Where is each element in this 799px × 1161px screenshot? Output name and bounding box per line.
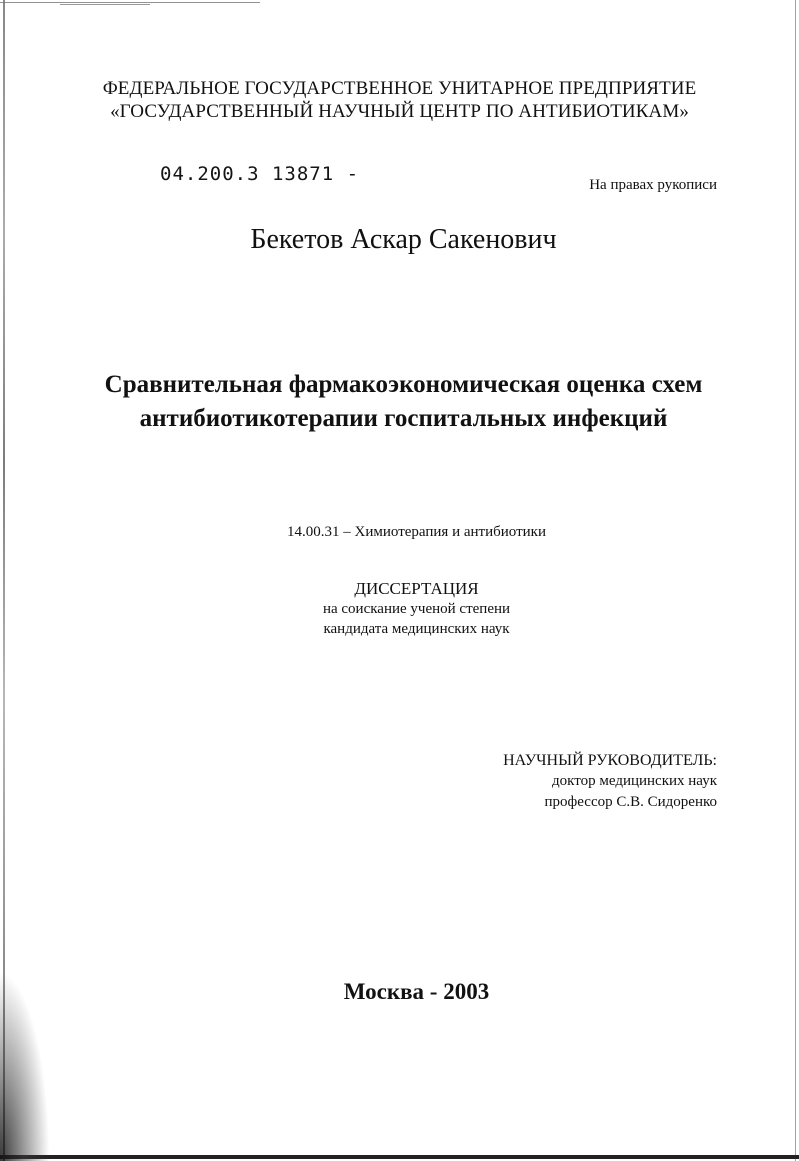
scan-edge-top-mark: [60, 4, 150, 5]
supervisor-heading: НАУЧНЫЙ РУКОВОДИТЕЛЬ:: [503, 752, 717, 769]
dissertation-heading: ДИССЕРТАЦИЯ: [354, 579, 479, 598]
specialty-code: 14.00.31 – Химиотерапия и антибиотики: [287, 524, 546, 540]
title-line-1: Сравнительная фармакоэкономическая оценка схем: [104, 371, 703, 398]
organization-header: [0, 77, 799, 123]
scan-edge-top: [0, 2, 260, 3]
supervisor-block: [503, 750, 717, 813]
organization-line-1: ФЕДЕРАЛЬНОЕ ГОСУДАРСТВЕННОЕ УНИТАРНОЕ ПРЕДПРИЯТИЕ: [102, 78, 697, 99]
supervisor-degree: доктор медицинских наук: [552, 773, 717, 789]
city-year: Москва - 2003: [343, 979, 490, 1004]
scan-edge-bottom: [0, 1155, 799, 1159]
rights-note: На правах рукописи: [589, 177, 717, 193]
registration-number-stamp: 04.200.3 13871 -: [160, 163, 360, 185]
dissertation-line-2: кандидата медицинских наук: [323, 621, 510, 637]
dissertation-line-1: на соискание ученой степени: [322, 601, 511, 617]
supervisor-name: профессор С.В. Сидоренко: [544, 794, 717, 810]
author-name: Бекетов Аскар Сакенович: [250, 224, 557, 255]
organization-line-2: «ГОСУДАРСТВЕННЫЙ НАУЧНЫЙ ЦЕНТР ПО АНТИБИОТИКАМ»: [110, 101, 689, 122]
title-line-2: антибиотикотерапии госпитальных инфекций: [139, 405, 668, 432]
dissertation-title: [0, 368, 799, 436]
dissertation-block: [0, 579, 799, 639]
